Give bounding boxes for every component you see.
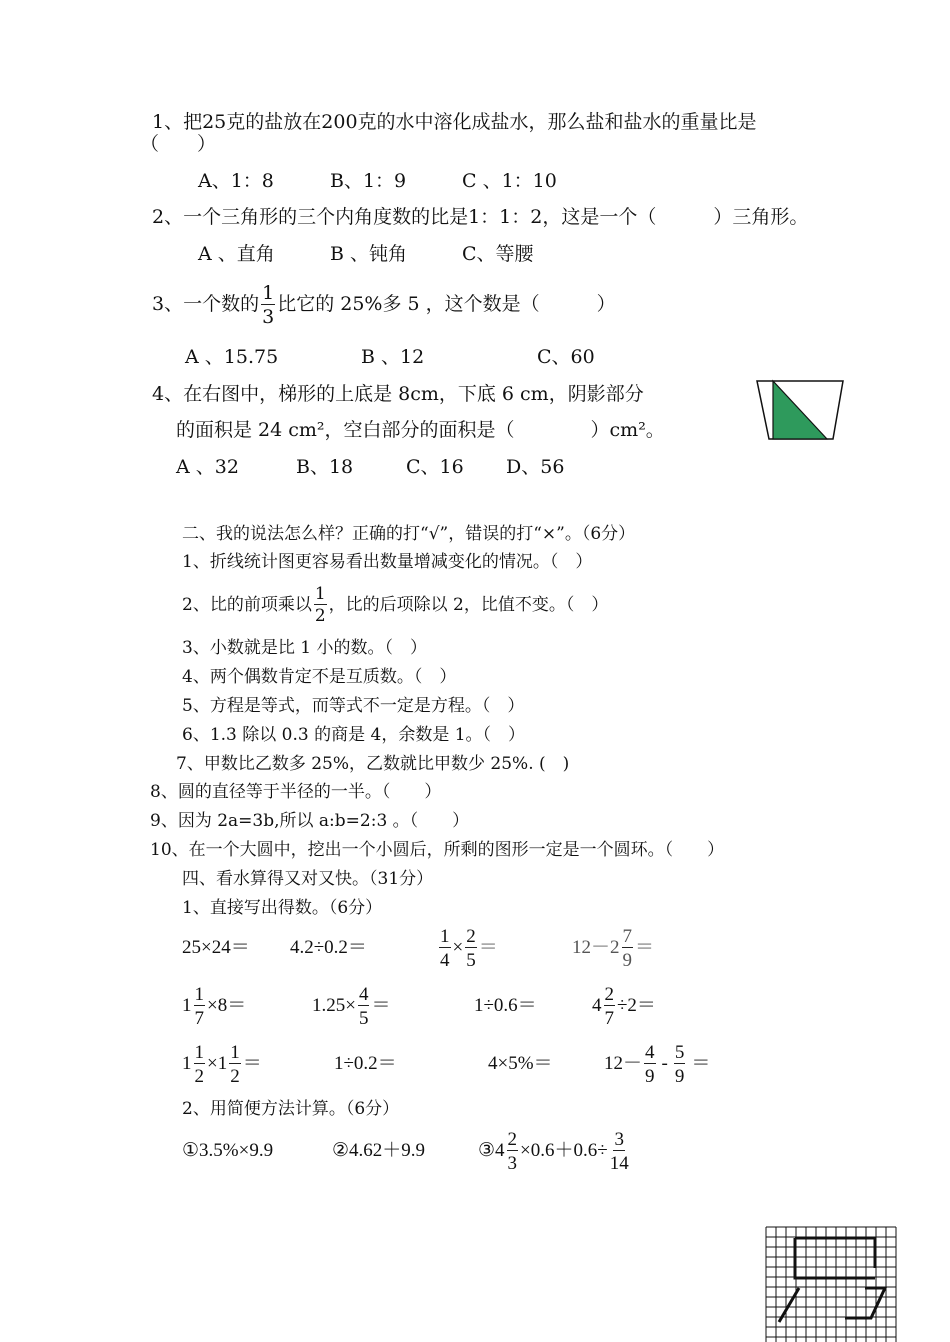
q3-option-b: B 、12	[361, 346, 425, 368]
judge-item-2-post: ，比的后项除以 2，比值不变。（ ）	[328, 595, 609, 615]
r1c-d1: 4	[440, 950, 450, 972]
grid-shape-right	[845, 1288, 885, 1318]
judge-item-3: 3、小数就是比 1 小的数。（ ）	[182, 638, 427, 658]
r1c-eq: ＝	[478, 937, 498, 958]
section2-heading: 二、我的说法怎么样？正确的打“√”，错误的打“×”。（6分）	[182, 524, 636, 544]
judge-item-2-pre: 2、比的前项乘以	[182, 595, 312, 615]
calc-r1-b: 4.2÷0.2＝	[290, 937, 367, 958]
r2b-pre: 1.25×	[312, 995, 356, 1016]
q1-options	[198, 169, 557, 193]
section4-sub1: 1、直接写出得数。（6分）	[182, 898, 383, 918]
q4-option-d: D、56	[506, 456, 565, 478]
q4-option-c: C、16	[406, 456, 464, 478]
r3a-eq: ＝	[242, 1053, 262, 1074]
q3-option-a: A 、15.75	[185, 346, 279, 368]
judge-item-5: 5、方程是等式，而等式不一定是方程。（ ）	[182, 696, 525, 716]
section4-heading: 四、看水算得又对又快。（31分）	[182, 869, 434, 889]
r1c-d2: 5	[466, 950, 476, 972]
grid-shape-top	[795, 1238, 875, 1268]
r2d-frac	[604, 985, 616, 1028]
r2a-n: 1	[194, 984, 204, 1006]
r3d-op: -	[661, 1053, 668, 1074]
q2-options	[198, 242, 534, 266]
calc-r2-a	[182, 984, 246, 1028]
section4-sub2: 2、用简便方法计算。（6分）	[182, 1099, 400, 1119]
r1c-n1: 1	[440, 926, 450, 948]
calc-r1-a: 25×24＝	[182, 937, 250, 958]
calc-r3-c: 4×5%＝	[488, 1053, 553, 1074]
q3-line	[152, 283, 616, 327]
grid-shape-middle	[795, 1238, 875, 1278]
grid-shapes	[779, 1238, 885, 1322]
simplify-c-pre: ③4	[478, 1140, 505, 1161]
judge-item-4: 4、两个偶数肯定不是互质数。（ ）	[182, 667, 457, 687]
judge-item-2-den: 2	[314, 606, 326, 626]
r3d-eq: ＝	[691, 1053, 711, 1074]
r2a-d: 7	[194, 1008, 204, 1030]
q1-option-a: A、1：8	[198, 170, 274, 192]
simplify-c-mid: ×0.6＋0.6÷	[520, 1140, 608, 1161]
q3-post: 比它的 25%多 5 ，这个数是（ ）	[277, 293, 616, 315]
r2b-d: 5	[358, 1008, 369, 1030]
r1c-frac1	[439, 927, 451, 970]
r1d-eq: ＝	[635, 937, 655, 958]
r3a-n1: 1	[194, 1042, 204, 1064]
r3d-pre: 12－	[604, 1053, 643, 1074]
r3d-d2: 9	[674, 1066, 685, 1088]
q3-fraction	[261, 281, 275, 328]
r1d-frac	[622, 927, 634, 970]
calc-r1-c	[437, 926, 498, 970]
r3a-d1: 2	[194, 1066, 204, 1088]
r2b-n: 4	[358, 984, 369, 1006]
q1-text: 1、把25克的盐放在200克的水中溶化成盐水，那么盐和盐水的重量比是	[152, 111, 757, 133]
r2a-post: ×8＝	[207, 995, 247, 1016]
r1c-frac2	[465, 927, 477, 970]
q4-line2: 的面积是 24 cm²，空白部分的面积是（ ）cm²。	[176, 419, 665, 441]
r2d-n: 2	[604, 984, 614, 1006]
simplify-c	[478, 1128, 631, 1174]
r2b-eq: ＝	[371, 995, 391, 1016]
judge-item-10: 10、在一个大圆中，挖出一个小圆后，所剩的图形一定是一个圆环。（ ）	[150, 840, 725, 860]
simplify-a: ①3.5%×9.9	[182, 1140, 274, 1161]
calc-r2-c: 1÷0.6＝	[474, 995, 537, 1016]
q1-blank: （ ）	[140, 133, 217, 155]
r2a-whole: 1	[182, 995, 192, 1016]
simplify-c-n2: 3	[614, 1129, 624, 1151]
r3d-n2: 5	[674, 1042, 685, 1064]
q4-option-b: B、18	[296, 456, 354, 478]
calc-r1-d	[572, 926, 654, 970]
r3a-d2: 2	[230, 1066, 240, 1088]
judge-item-7: 7、甲数比乙数多 25%，乙数就比甲数少 25%. ( )	[176, 754, 570, 774]
judge-item-2	[182, 585, 608, 625]
r3a-frac1	[194, 1043, 206, 1086]
q2-option-b: B 、钝角	[330, 243, 408, 265]
q2-option-a: A 、直角	[198, 243, 275, 265]
r3d-n1: 4	[645, 1042, 655, 1064]
grid-figure	[765, 1226, 905, 1342]
simplify-b: ②4.62＋9.9	[332, 1140, 426, 1161]
r2d-post: ÷2＝	[617, 995, 656, 1016]
r3d-d1: 9	[645, 1066, 655, 1088]
q2-text: 2、一个三角形的三个内角度数的比是1：1：2，这是一个（ ）三角形。	[152, 206, 809, 228]
calc-r3-b: 1÷0.2＝	[334, 1053, 397, 1074]
r3d-frac2	[674, 1043, 686, 1086]
calc-r2-b	[312, 984, 390, 1028]
judge-item-2-num: 1	[314, 584, 326, 604]
judge-item-2-fraction	[314, 586, 327, 625]
r2b-frac	[358, 985, 370, 1028]
calc-r3-d	[604, 1042, 710, 1086]
q3-option-c: C、60	[537, 346, 595, 368]
judge-item-9: 9、因为 2a=3b,所以 a:b=2:3 。（ ）	[150, 811, 470, 831]
simplify-c-d1: 3	[507, 1153, 518, 1175]
q3-options	[185, 345, 595, 369]
calc-r3-a	[182, 1042, 262, 1086]
r3d-frac1	[644, 1043, 656, 1086]
r1c-n2: 2	[466, 926, 476, 948]
judge-item-1: 1、折线统计图更容易看出数量增减变化的情况。（ ）	[182, 552, 593, 572]
r3a-op: ×1	[207, 1053, 228, 1074]
r2a-frac	[194, 985, 206, 1028]
r3a-whole1: 1	[182, 1053, 192, 1074]
simplify-c-frac2	[610, 1130, 629, 1173]
r3a-n2: 1	[230, 1042, 240, 1064]
r1d-d: 9	[622, 950, 633, 972]
q4-options	[176, 455, 564, 479]
trapezoid-figure	[755, 378, 847, 444]
judge-item-8: 8、圆的直径等于半径的一半。（ ）	[150, 782, 442, 802]
q4-line1: 4、在右图中，梯形的上底是 8cm，下底 6 cm，阴影部分	[152, 383, 644, 405]
r1d-n: 7	[622, 926, 633, 948]
q4-option-a: A 、32	[176, 456, 239, 478]
q2-option-c: C、等腰	[462, 243, 534, 265]
q1-option-c: C 、1：10	[462, 170, 557, 192]
simplify-c-d2: 14	[609, 1153, 629, 1175]
q1-option-b: B、1：9	[330, 170, 407, 192]
r3a-frac2	[229, 1043, 241, 1086]
r2d-d: 7	[604, 1008, 614, 1030]
r2d-whole: 4	[592, 995, 602, 1016]
r1d-pre: 12－2	[572, 937, 620, 958]
simplify-c-n1: 2	[507, 1129, 518, 1151]
q3-pre: 3、一个数的	[152, 293, 260, 315]
r1c-op: ×	[452, 937, 464, 958]
q3-frac-num: 1	[262, 281, 275, 304]
simplify-c-frac1	[507, 1130, 519, 1173]
calc-r2-d	[592, 984, 656, 1028]
q3-frac-den: 3	[262, 305, 275, 328]
judge-item-6: 6、1.3 除以 0.3 的商是 4，余数是 1。（ ）	[182, 725, 526, 745]
